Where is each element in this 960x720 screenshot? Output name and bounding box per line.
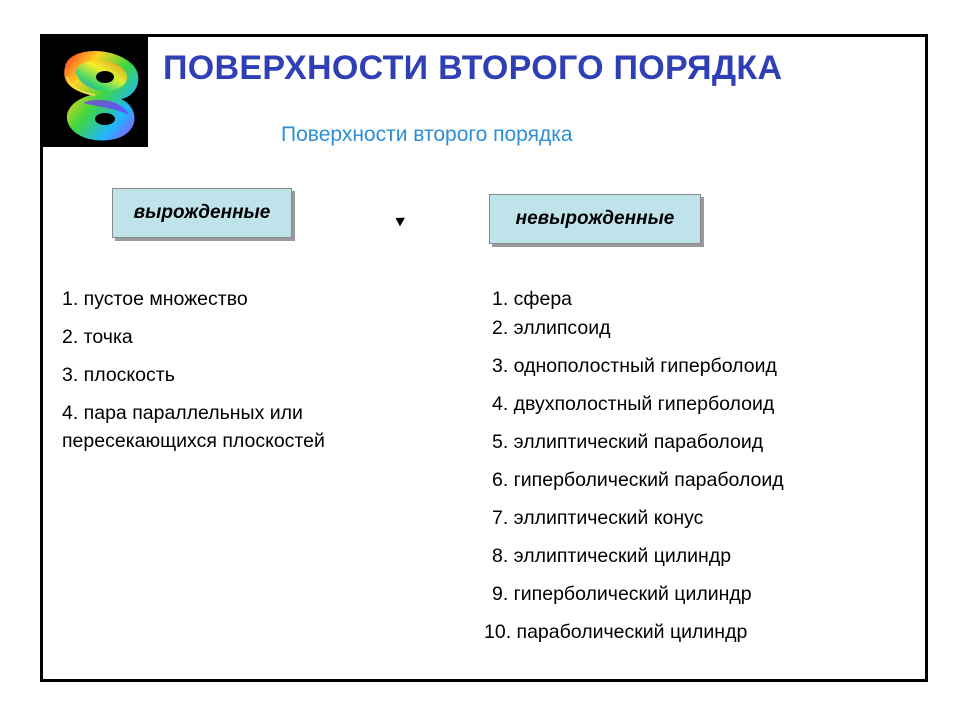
- degenerate-item: 1. пустое множество: [62, 288, 248, 310]
- nondegenerate-item: 2. эллипсоид: [492, 317, 611, 339]
- page-subtitle: Поверхности второго порядка: [281, 123, 573, 146]
- nondegenerate-item: 4. двухполостный гиперболоид: [492, 393, 775, 415]
- degenerate-item: 3. плоскость: [62, 364, 175, 386]
- klein-surface-graphic: [43, 37, 148, 147]
- degenerate-category-box: вырожденные: [112, 188, 292, 238]
- nondegenerate-category-box: невырожденные: [489, 194, 701, 244]
- nondegenerate-item: 3. однополостный гиперболоид: [492, 355, 777, 377]
- degenerate-item: 4. пара параллельных или: [62, 402, 303, 424]
- nondegenerate-item: 7. эллиптический конус: [492, 507, 704, 529]
- degenerate-item: 2. точка: [62, 326, 133, 348]
- arrow-tip-icon: [393, 214, 405, 227]
- nondegenerate-item: 1. сфера: [492, 288, 573, 310]
- klein-surface-icon: [43, 37, 148, 147]
- slide-frame: [40, 34, 928, 682]
- nondegenerate-item: 6. гиперболический параболоид: [492, 469, 784, 491]
- nondegenerate-item: 9. гиперболический цилиндр: [492, 583, 752, 605]
- degenerate-item-continued: пересекающихся плоскостей: [62, 430, 325, 452]
- page-title: ПОВЕРХНОСТИ ВТОРОГО ПОРЯДКА: [163, 49, 783, 87]
- nondegenerate-item: 5. эллиптический параболоид: [492, 431, 764, 453]
- nondegenerate-item: 8. эллиптический цилиндр: [492, 545, 732, 567]
- nondegenerate-item: 10. параболический цилиндр: [484, 621, 748, 643]
